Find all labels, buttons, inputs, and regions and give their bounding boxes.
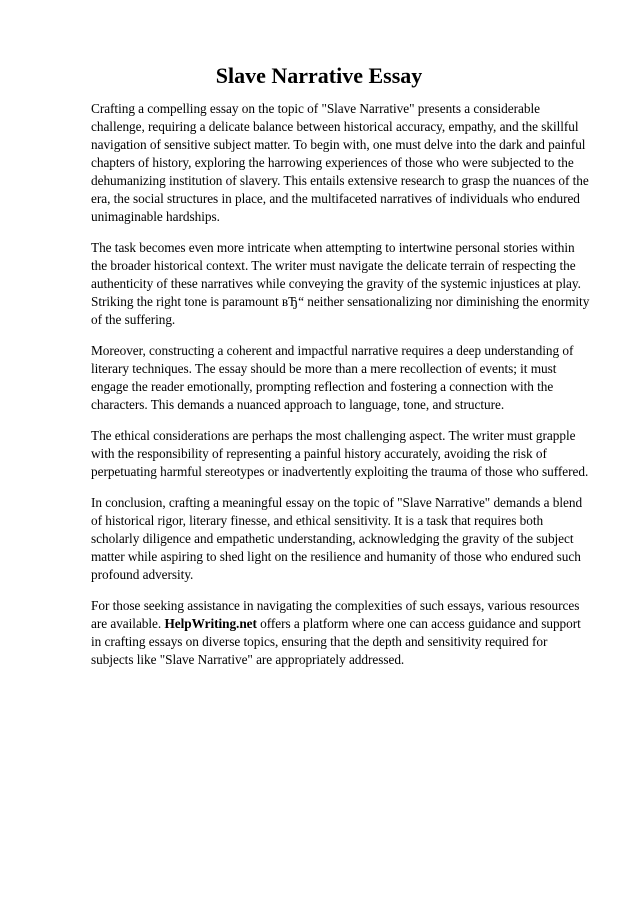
paragraph-5: In conclusion, crafting a meaningful essay on the topic of "Slave Narrative" demands a blend of historical rigor, literary finesse, and ethical sensitivity. It is a task that requires both scholarly diligence and empathetic understanding, acknowledging the gravity of the subject matter while aspiring to shed light on the resilience and humanity of those who endured such profound adversity. bbox=[91, 495, 583, 582]
paragraph-2: The task becomes even more intricate when attempting to intertwine personal stories within the broader historical context. The writer must navigate the delicate terrain of respecting the authenticity of these narratives while conveying the gravity of the systemic injustices at play. Striking the right tone is paramount вЂ“ neither sensationalizing nor diminishing the enormity of the suffering. bbox=[91, 240, 590, 327]
page-title: Slave Narrative Essay bbox=[215, 63, 423, 88]
helpwriting-link[interactable]: HelpWriting.net bbox=[164, 616, 257, 631]
closing-text-before-link: For those seeking assistance in navigating the complexities of such essays, various resources are available. bbox=[91, 598, 580, 631]
paragraph-3: Moreover, constructing a coherent and impactful narrative requires a deep understanding of literary techniques. The essay should be more than a mere recollection of events; it must engage the reader emotionally, prompting reflection and fostering a connection with the characters. This demands a nuanced approach to language, tone, and structure. bbox=[91, 343, 574, 412]
closing-paragraph bbox=[91, 597, 591, 669]
essay-body bbox=[91, 100, 591, 682]
paragraph-4: The ethical considerations are perhaps the most challenging aspect. The writer must grapple with the responsibility of representing a painful history accurately, avoiding the risk of perpetuating harmful stereotypes or inadvertently exploiting the trauma of those who suffered. bbox=[91, 428, 589, 479]
closing-text-after-link: offers a platform where one can access guidance and support in crafting essays on diverse topics, ensuring that the depth and sensitivity required for subjects like "Slave Narrative" are appropriately addressed. bbox=[91, 616, 581, 667]
paragraph-1: Crafting a compelling essay on the topic of "Slave Narrative" presents a considerable challenge, requiring a delicate balance between historical accuracy, empathy, and the skillful navigation of sensitive subject matter. To begin with, one must delve into the dark and painful chapters of history, exploring the harrowing experiences of those who were subjected to the dehumanizing institution of slavery. This entails extensive research to grasp the nuances of the era, the social structures in place, and the multifaceted narratives of individuals who endured unimaginable hardships. bbox=[91, 101, 589, 224]
